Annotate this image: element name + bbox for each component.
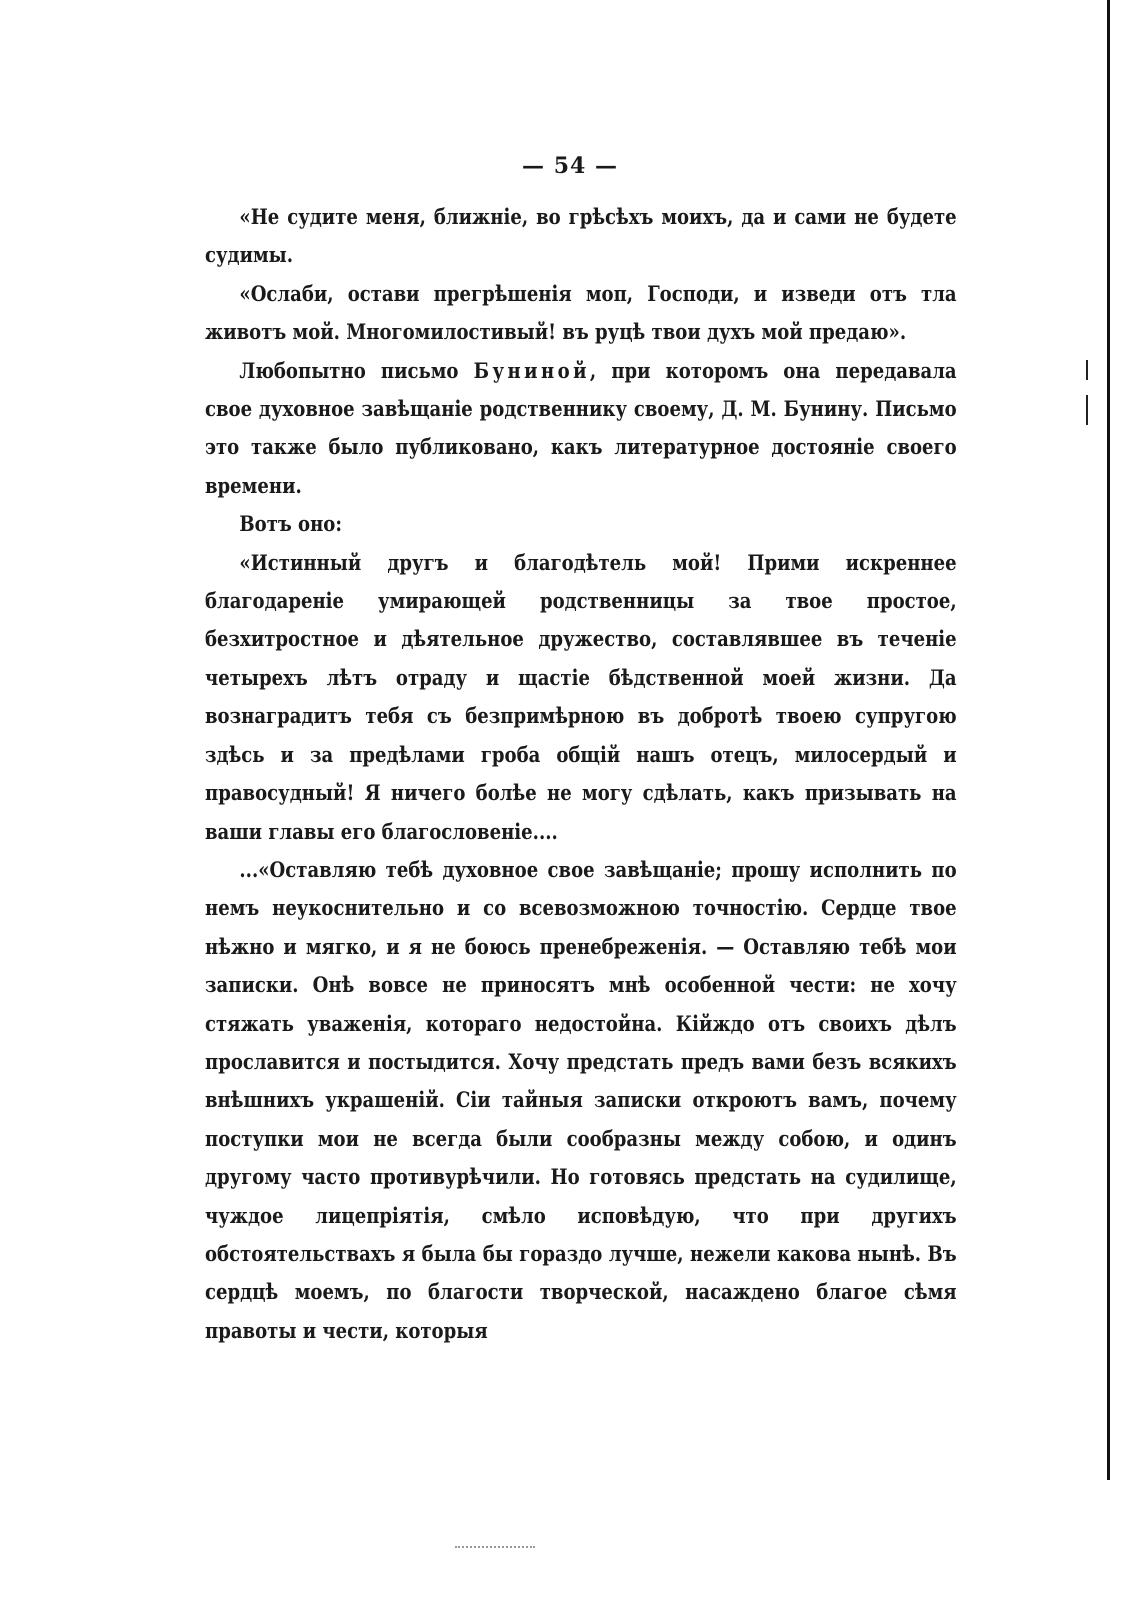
paragraph: «Ослаби, остави прегрѣшенія моп, Господи, и изведи отъ тла животъ мой. Многомилостивый! въ руцѣ твои духъ мой предаю». xyxy=(205,280,957,345)
page-number: — 54 — xyxy=(522,153,618,179)
paragraph-text: Любопытно письмо xyxy=(239,357,474,383)
paragraph: Вотъ оно: xyxy=(239,511,343,537)
body-text xyxy=(205,198,957,1350)
paragraph xyxy=(205,352,957,506)
margin-mark xyxy=(1086,395,1088,425)
paragraph: «Не судите меня, ближніе, во грѣсѣхъ моихъ, да и сами не будете судимы. xyxy=(205,204,957,268)
margin-mark xyxy=(1086,360,1088,380)
paragraph-text: , при которомъ она передавала свое духовное завѣщаніе родственнику своему, Д. М. Бунину. Письмо это также было публиковано, какъ литературное достояніе своего времени. xyxy=(205,357,957,498)
scan-edge-line xyxy=(1107,0,1110,1480)
paragraph: «Истинный другъ и благодѣтель мой! Прими искреннее благодареніе умирающей родственницы за твое простое, безхитростное и дѣятельное дружество, составлявшее въ теченіе четырехъ лѣтъ отраду и щастіе бѣдственной моей жизни. Да вознаградитъ тебя съ безпримѣрною въ добротѣ твоею супругою здѣсь и за предѣлами гроба общій нашъ отецъ, милосердый и правосудный! Я ничего болѣе не могу сдѣлать, какъ призывать на ваши главы его благословеніе.... xyxy=(205,549,957,844)
paragraph: ...«Оставляю тебѣ духовное свое завѣщаніе; прошу исполнить по немъ неукоснительно и со всевозможною точностію. Сердце твое нѣжно и мягко, и я не боюсь пренебреженія. — Оставляю тебѣ мои записки. Онѣ вовсе не приносятъ мнѣ особенной чести: не хочу стяжать уваженія, котораго недостойна. Кійждо отъ своихъ дѣлъ прославится и постыдится. Хочу предстать предъ вами безъ всякихъ внѣшнихъ украшеній. Сіи тайныя записки откроютъ вамъ, почему поступки мои не всегда были сообразны между собою, и одинъ другому часто противурѣчили. Но готовясь предстать на судилище, чуждое лицепріятія, смѣло исповѣдую, что при другихъ обстоятельствахъ я была бы гораздо лучше, нежели какова нынѣ. Въ сердцѣ моемъ, по благости творческой, насаждено благое сѣмя правоты и чести, которыя xyxy=(205,856,957,1343)
name-spaced: Буниной xyxy=(473,357,590,383)
bottom-dots xyxy=(455,1546,535,1550)
